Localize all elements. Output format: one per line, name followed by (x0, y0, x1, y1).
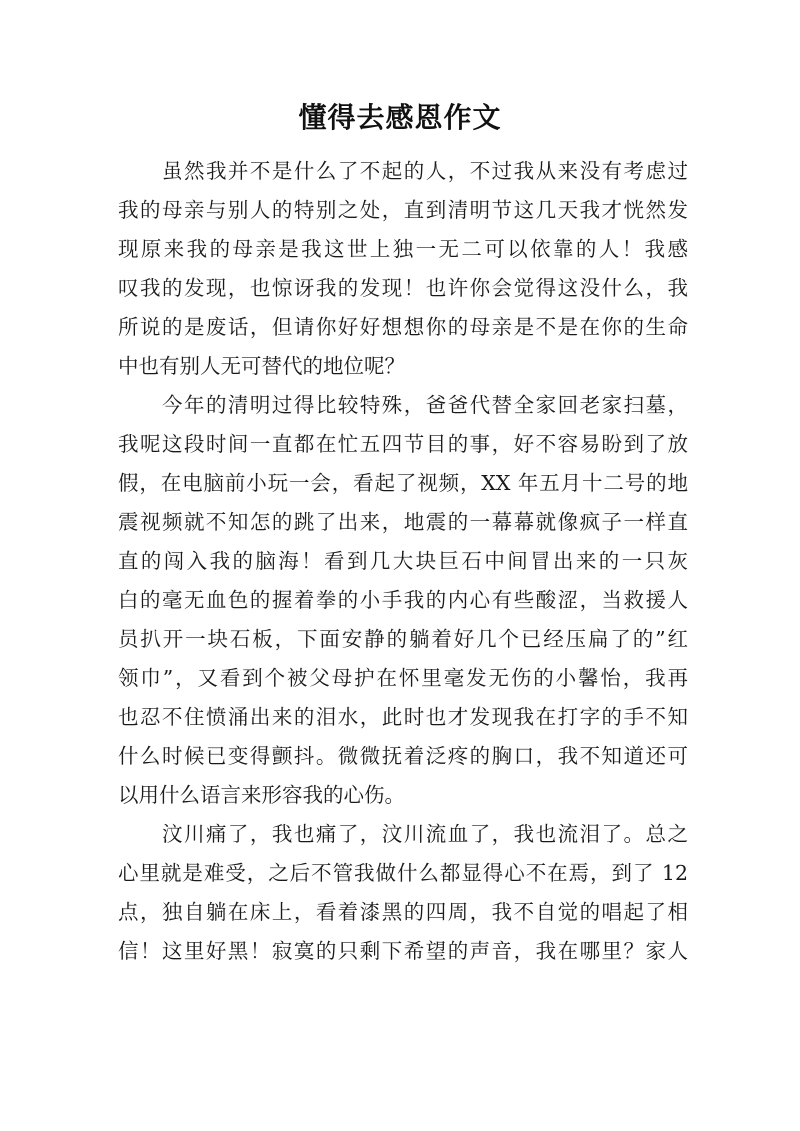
essay-body (118, 152, 688, 971)
text-line: 我呢这段时间一直都在忙五四节目的事，好不容易盼到了放 (118, 432, 688, 456)
text-line: 点，独自躺在床上，看着漆黑的四周，我不自觉的唱起了相 (118, 900, 688, 924)
text-line: 什么时候已变得颤抖。微微抚着泛疼的胸口，我不知道还可 (118, 744, 688, 768)
text-line: 虽然我并不是什么了不起的人，不过我从来没有考虑过 (162, 159, 688, 183)
text-line: 我的母亲与别人的特别之处，直到清明节这几天我才恍然发 (118, 198, 688, 222)
paragraph-2 (118, 386, 688, 815)
text-line: 震视频就不知怎的跳了出来，地震的一幕幕就像疯子一样直 (118, 510, 688, 534)
text-line: 白的毫无血色的握着拳的小手我的内心有些酸涩，当救援人 (118, 588, 688, 612)
text-line: 中也有别人无可替代的地位呢？ (118, 354, 405, 378)
text-line: 领巾”，又看到个被父母护在怀里毫发无伤的小馨怡，我再 (118, 666, 688, 690)
text-line: 信！这里好黑！寂寞的只剩下希望的声音，我在哪里？家人 (118, 939, 688, 963)
text-line: 汶川痛了，我也痛了，汶川流血了，我也流泪了。总之 (162, 822, 688, 846)
text-line: 直的闯入我的脑海！看到几大块巨石中间冒出来的一只灰 (118, 549, 688, 573)
text-line: 员扒开一块石板，下面安静的躺着好几个已经压扁了的”红 (118, 627, 688, 651)
text-line: 今年的清明过得比较特殊，爸爸代替全家回老家扫墓， (162, 393, 688, 417)
page-title: 懂得去感恩作文 (298, 101, 502, 134)
text-line: 假，在电脑前小玩一会，看起了视频，XX 年五月十二号的地 (118, 471, 688, 495)
paragraph-3 (118, 815, 688, 971)
text-line: 现原来我的母亲是我这世上独一无二可以依靠的人！我感 (118, 237, 688, 261)
text-line: 所说的是废话，但请你好好想想你的母亲是不是在你的生命 (118, 315, 688, 339)
text-line: 叹我的发现，也惊讶我的发现！也许你会觉得这没什么，我 (118, 276, 688, 300)
paragraph-1 (118, 152, 688, 386)
text-line: 也忍不住愤涌出来的泪水，此时也才发现我在打字的手不知 (118, 705, 688, 729)
text-line: 以用什么语言来形容我的心伤。 (118, 783, 405, 807)
text-line: 心里就是难受，之后不管我做什么都显得心不在焉，到了 12 (118, 861, 688, 885)
